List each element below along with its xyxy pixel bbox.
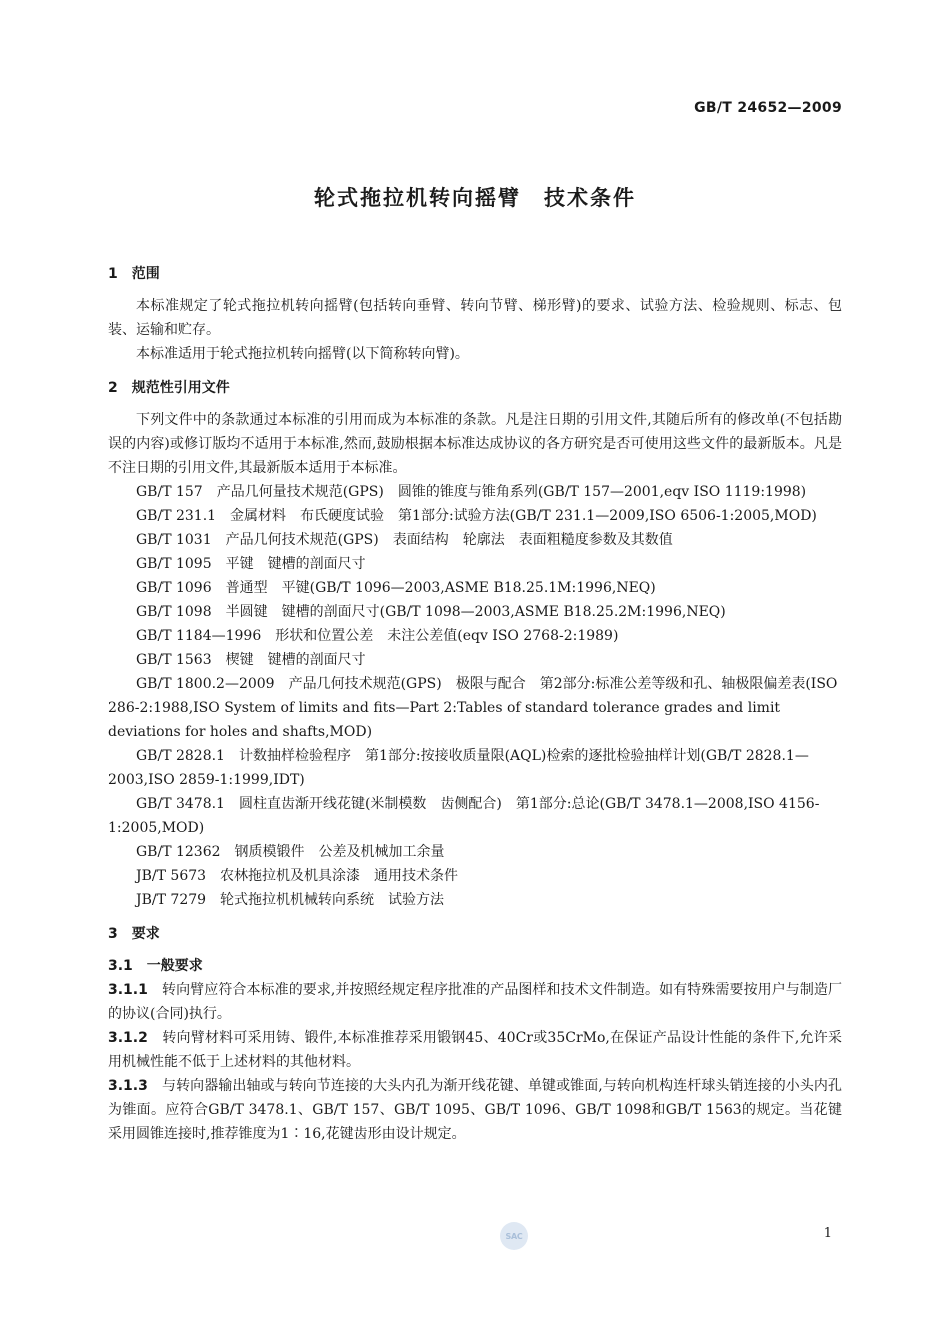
reference-item: GB/T 1563 楔键 键槽的剖面尺寸 [136, 652, 366, 668]
reference-item: GB/T 1098 半圆键 键槽的剖面尺寸(GB/T 1098—2003,ASME B18.25.2M:1996,NEQ) [136, 604, 726, 620]
section-3-1-heading: 3.1 一般要求 [108, 958, 203, 974]
reference-item: JB/T 5673 农林拖拉机及机具涂漆 通用技术条件 [136, 868, 459, 884]
section-1-heading: 1 范围 [108, 266, 160, 282]
standard-code: GB/T 24652—2009 [694, 100, 842, 116]
clause-number: 3.1.3 [108, 1078, 148, 1094]
sac-watermark-logo: SAC [500, 1222, 528, 1250]
clause-text: 转向臂应符合本标准的要求,并按照经规定程序批准的产品图样和技术文件制造。如有特殊需要按用户与制造厂的协议(合同)执行。 [108, 982, 843, 1022]
reference-item: GB/T 1184—1996 形状和位置公差 未注公差值(eqv ISO 2768-2:1989) [136, 628, 619, 644]
clause-3-1-1 [108, 978, 842, 1026]
clause-number: 3.1.2 [108, 1030, 148, 1046]
reference-item: GB/T 1800.2—2009 产品几何技术规范(GPS) 极限与配合 第2部分:标准公差等级和孔、轴极限偏差表(ISO 286-2:1988,ISO System of limits and fits—Part 2:Tables of standard tolerance grades and limit deviations for holes and shafts,MOD) [108, 676, 842, 740]
page-number: 1 [823, 1226, 832, 1241]
reference-item: GB/T 231.1 金属材料 布氏硬度试验 第1部分:试验方法(GB/T 231.1—2009,ISO 6506-1:2005,MOD) [136, 508, 817, 524]
section-1-paragraph: 本标准规定了轮式拖拉机转向摇臂(包括转向垂臂、转向节臂、梯形臂)的要求、试验方法、检验规则、标志、包装、运输和贮存。 [108, 298, 842, 338]
reference-item: GB/T 12362 钢质模锻件 公差及机械加工余量 [136, 844, 445, 860]
reference-item: GB/T 1031 产品几何技术规范(GPS) 表面结构 轮廓法 表面粗糙度参数及其数值 [136, 532, 673, 548]
reference-item: GB/T 1096 普通型 平键(GB/T 1096—2003,ASME B18.25.1M:1996,NEQ) [136, 580, 656, 596]
clause-3-1-3 [108, 1074, 842, 1146]
clause-text: 与转向器输出轴或与转向节连接的大头内孔为渐开线花键、单键或锥面,与转向机构连杆球头销连接的小头内孔为锥面。应符合GB/T 3478.1、GB/T 157、GB/T 1095、GB/T 1096、GB/T 1098和GB/T 1563的规定。当花键采用圆锥连接时,推荐锥度为1∶16,花键齿形由设计规定。 [108, 1078, 843, 1142]
clause-number: 3.1.1 [108, 982, 148, 998]
reference-item: GB/T 3478.1 圆柱直齿渐开线花键(米制模数 齿侧配合) 第1部分:总论(GB/T 3478.1—2008,ISO 4156-1:2005,MOD) [108, 796, 820, 836]
reference-item: JB/T 7279 轮式拖拉机机械转向系统 试验方法 [136, 892, 445, 908]
clause-3-1-2 [108, 1026, 842, 1074]
section-2-intro: 下列文件中的条款通过本标准的引用而成为本标准的条款。凡是注日期的引用文件,其随后所有的修改单(不包括勘误的内容)或修订版均不适用于本标准,然而,鼓励根据本标准达成协议的各方研究是否可使用这些文件的最新版本。凡是不注日期的引用文件,其最新版本适用于本标准。 [108, 412, 842, 476]
section-2-heading: 2 规范性引用文件 [108, 380, 230, 396]
document-body [108, 262, 842, 1146]
clause-text: 转向臂材料可采用铸、锻件,本标准推荐采用锻钢45、40Cr或35CrMo,在保证产品设计性能的条件下,允许采用机械性能不低于上述材料的其他材料。 [108, 1030, 842, 1070]
reference-item: GB/T 2828.1 计数抽样检验程序 第1部分:按接收质量限(AQL)检索的逐批检验抽样计划(GB/T 2828.1—2003,ISO 2859-1:1999,IDT) [108, 748, 809, 788]
section-1-paragraph: 本标准适用于轮式拖拉机转向摇臂(以下简称转向臂)。 [136, 346, 469, 362]
document-title: 轮式拖拉机转向摇臂 技术条件 [314, 186, 636, 210]
section-3-heading: 3 要求 [108, 926, 160, 942]
reference-item: GB/T 157 产品几何量技术规范(GPS) 圆锥的锥度与锥角系列(GB/T 157—2001,eqv ISO 1119:1998) [136, 484, 807, 500]
reference-item: GB/T 1095 平键 键槽的剖面尺寸 [136, 556, 366, 572]
